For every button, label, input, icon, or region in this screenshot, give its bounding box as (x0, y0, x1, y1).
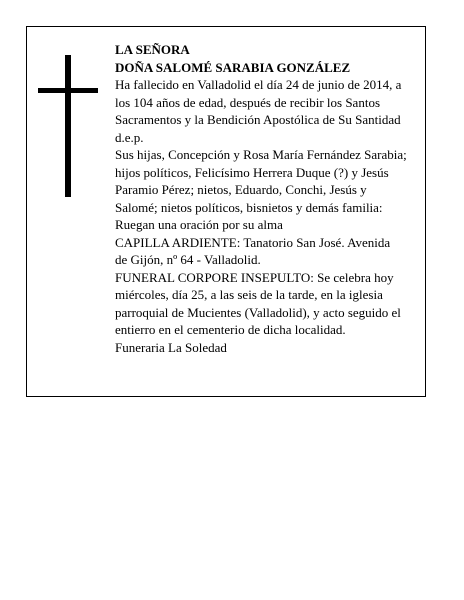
text-line: los 104 años de edad, después de recibir los Santos (115, 94, 381, 110)
obituary-text (115, 41, 423, 356)
text-line: d.e.p. (115, 129, 144, 145)
text-line: Sus hijas, Concepción y Rosa María Fernández Sarabia; (115, 147, 407, 162)
text-line: FUNERAL CORPORE INSEPULTO: Se celebra hoy (115, 269, 394, 285)
text-line: Ha fallecido en Valladolid el día 24 de junio de 2014, a (115, 77, 402, 92)
text-line: entierro en el cementerio de dicha localidad. (115, 322, 346, 337)
obituary-title: LA SEÑORA (115, 42, 190, 57)
cross-icon (38, 55, 98, 197)
text-line: Ruegan una oración por su alma (115, 217, 283, 232)
text-line: Salomé; nietos políticos, bisnietos y demás familia: (115, 199, 383, 215)
text-line: de Gijón, nº 64 - Valladolid. (115, 252, 261, 267)
text-line: Paramio Pérez; nietos, Eduardo, Conchi, Jesús y (115, 182, 367, 197)
cross-horizontal-bar (38, 88, 98, 93)
text-line: Sacramentos y la Bendición Apostólica de Su Santidad (115, 112, 401, 127)
obituary-frame (26, 26, 426, 397)
funeral-home: Funeraria La Soledad (115, 339, 227, 355)
text-line: parroquial de Mucientes (Valladolid), y acto seguido el (115, 304, 401, 320)
text-line: miércoles, día 25, a las seis de la tarde, en la iglesia (115, 287, 383, 302)
text-line: CAPILLA ARDIENTE: Tanatorio San José. Avenida (115, 234, 391, 250)
cross-vertical-bar (65, 55, 71, 197)
deceased-name: DOÑA SALOMÉ SARABIA GONZÁLEZ (115, 59, 351, 75)
text-line: hijos políticos, Felicísimo Herrera Duque (?) y Jesús (115, 164, 389, 180)
